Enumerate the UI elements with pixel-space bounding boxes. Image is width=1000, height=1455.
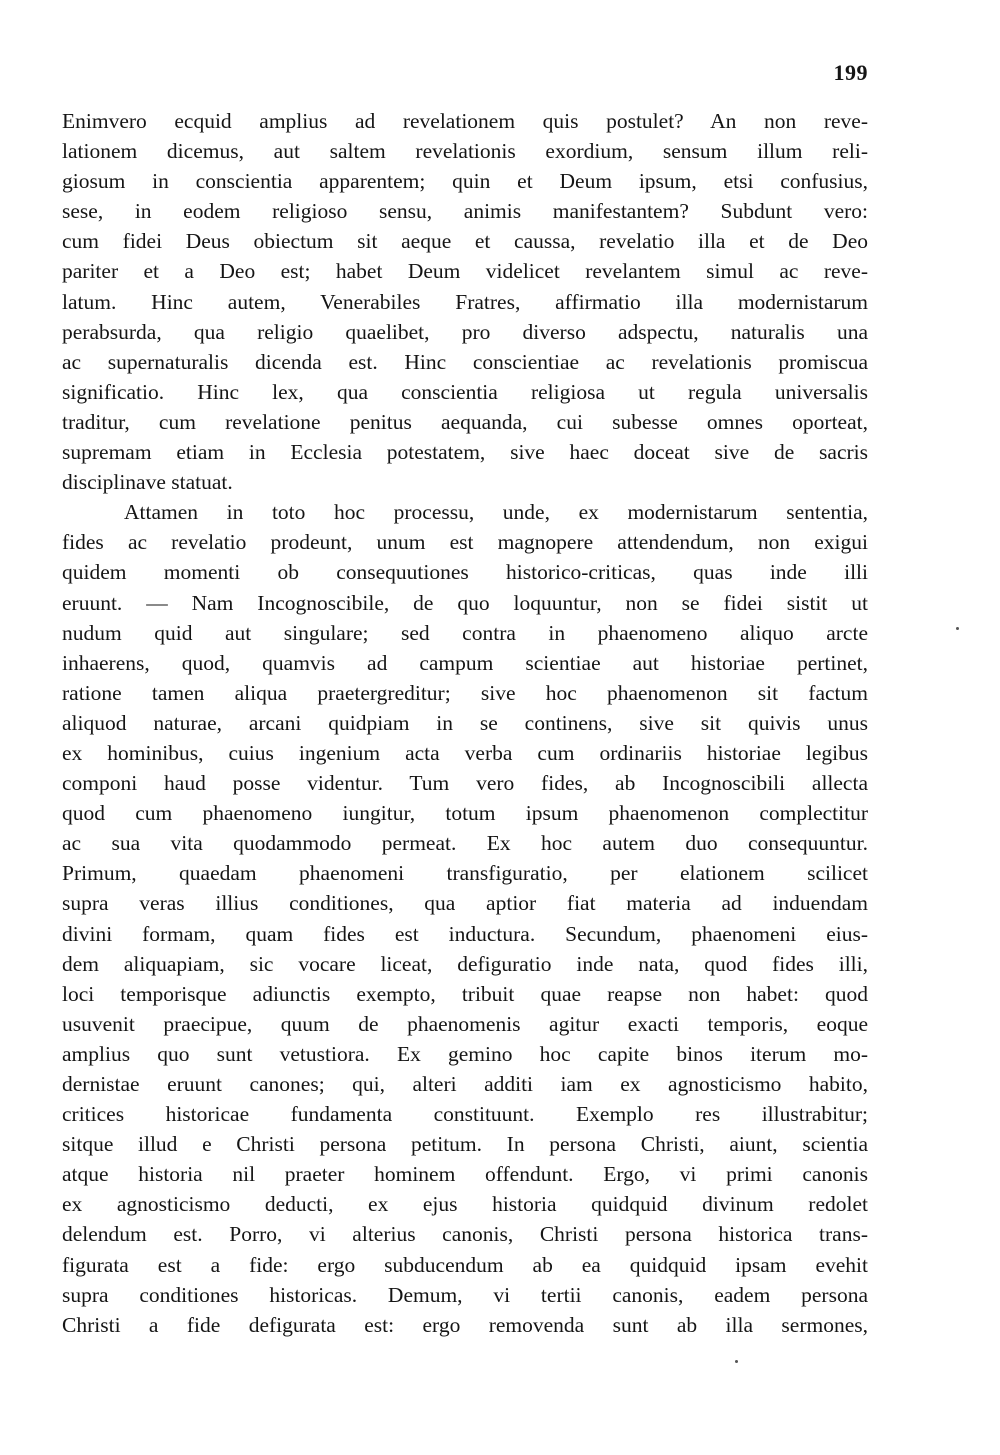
body-text [62,106,868,1340]
text-line: sitque illud e Christi persona petitum. In persona Christi, aiunt, scientia [62,1132,868,1157]
text-line: amplius quo sunt vetustiora. Ex gemino hoc capite binos iterum mo- [62,1041,868,1066]
text-line: Christi a fide defigurata est: ergo removenda sunt ab illa sermones, [62,1312,868,1337]
text-line: ac sua vita quodammodo permeat. Ex hoc autem duo consequuntur. [62,831,868,856]
text-line: inhaerens, quod, quamvis ad campum scientiae aut historiae pertinet, [62,650,868,675]
text-line: traditur, cum revelatione penitus aequanda, cui subesse omnes oporteat, [62,409,868,434]
text-line: dem aliquapiam, sic vocare liceat, defiguratio inde nata, quod fides illi, [62,951,868,976]
text-line: ex agnosticismo deducti, ex ejus historia quidquid divinum redolet [62,1192,868,1217]
text-line: delendum est. Porro, vi alterius canonis, Christi persona historica trans- [62,1222,868,1247]
text-line: supra veras illius conditiones, qua aptior fiat materia ad induendam [62,891,868,916]
page-number: 199 [833,60,868,85]
text-line: atque historia nil praeter hominem offendunt. Ergo, vi primi canonis [62,1162,868,1187]
text-line: Enimvero ecquid amplius ad revelationem quis postulet? An non reve- [62,109,868,133]
text-line: sese, in eodem religioso sensu, animis manifestantem? Subdunt vero: [62,199,868,224]
text-line: perabsurda, qua religio quaelibet, pro diverso adspectu, naturalis una [62,319,868,344]
text-line: dernistae eruunt canones; qui, alteri additi iam ex agnosticismo habito, [62,1072,868,1096]
text-line: nudum quid aut singulare; sed contra in phaenomeno aliquo arcte [62,620,868,645]
text-line: pariter et a Deo est; habet Deum videlicet revelantem simul ac reve- [62,259,868,284]
text-line: divini formam, quam fides est inductura. Secundum, phaenomeni eius- [62,921,868,946]
text-line: cum fidei Deus obiectum sit aeque et caussa, revelatio illa et de Deo [62,229,868,254]
text-line: Attamen in toto hoc processu, unde, ex modernistarum sententia, [124,500,868,525]
text-line: ac supernaturalis dicenda est. Hinc conscientiae ac revelationis promiscua [62,349,868,374]
scan-speck [956,627,959,630]
text-line: significatio. Hinc lex, qua conscientia religiosa ut regula universalis [62,379,868,404]
text-line: componi haud posse videntur. Tum vero fides, ab Incognoscibili allecta [62,771,868,796]
scan-speck [735,1360,738,1363]
text-line: latum. Hinc autem, Venerabiles Fratres, affirmatio illa modernistarum [62,289,868,314]
text-line: supremam etiam in Ecclesia potestatem, sive haec doceat sive de sacris [62,440,868,465]
text-line: critices historicae fundamenta constituunt. Exemplo res illustrabitur; [62,1102,868,1127]
text-line: fides ac revelatio prodeunt, unum est magnopere attendendum, non exigui [62,530,868,555]
text-line: loci temporisque adiunctis exempto, tribuit quae reapse non habet: quod [62,981,868,1006]
text-line: disciplinave statuat. [62,470,233,495]
text-line: supra conditiones historicas. Demum, vi tertii canonis, eadem persona [62,1282,868,1307]
text-line: eruunt. — Nam Incognoscibile, de quo loquuntur, non se fidei sistit ut [62,590,868,615]
text-line: figurata est a fide: ergo subducendum ab ea quidquid ipsam evehit [62,1252,868,1277]
text-line: giosum in conscientia apparentem; quin et Deum ipsum, etsi confusius, [62,169,868,194]
text-line: ratione tamen aliqua praetergreditur; sive hoc phaenomenon sit factum [62,680,868,705]
text-line: usuvenit praecipue, quum de phaenomenis agitur exacti temporis, eoque [62,1011,868,1036]
text-line: ex hominibus, cuius ingenium acta verba cum ordinariis historiae legibus [62,740,868,765]
text-line: Primum, quaedam phaenomeni transfiguratio, per elationem scilicet [62,861,868,886]
text-line: quidem momenti ob consequutiones historico-criticas, quas inde illi [62,560,868,585]
text-line: quod cum phaenomeno iungitur, totum ipsum phaenomenon complectitur [62,801,868,826]
text-line: aliquod naturae, arcani quidpiam in se continens, sive sit quivis unus [62,710,868,735]
text-line: lationem dicemus, aut saltem revelationis exordium, sensum illum reli- [62,139,868,164]
